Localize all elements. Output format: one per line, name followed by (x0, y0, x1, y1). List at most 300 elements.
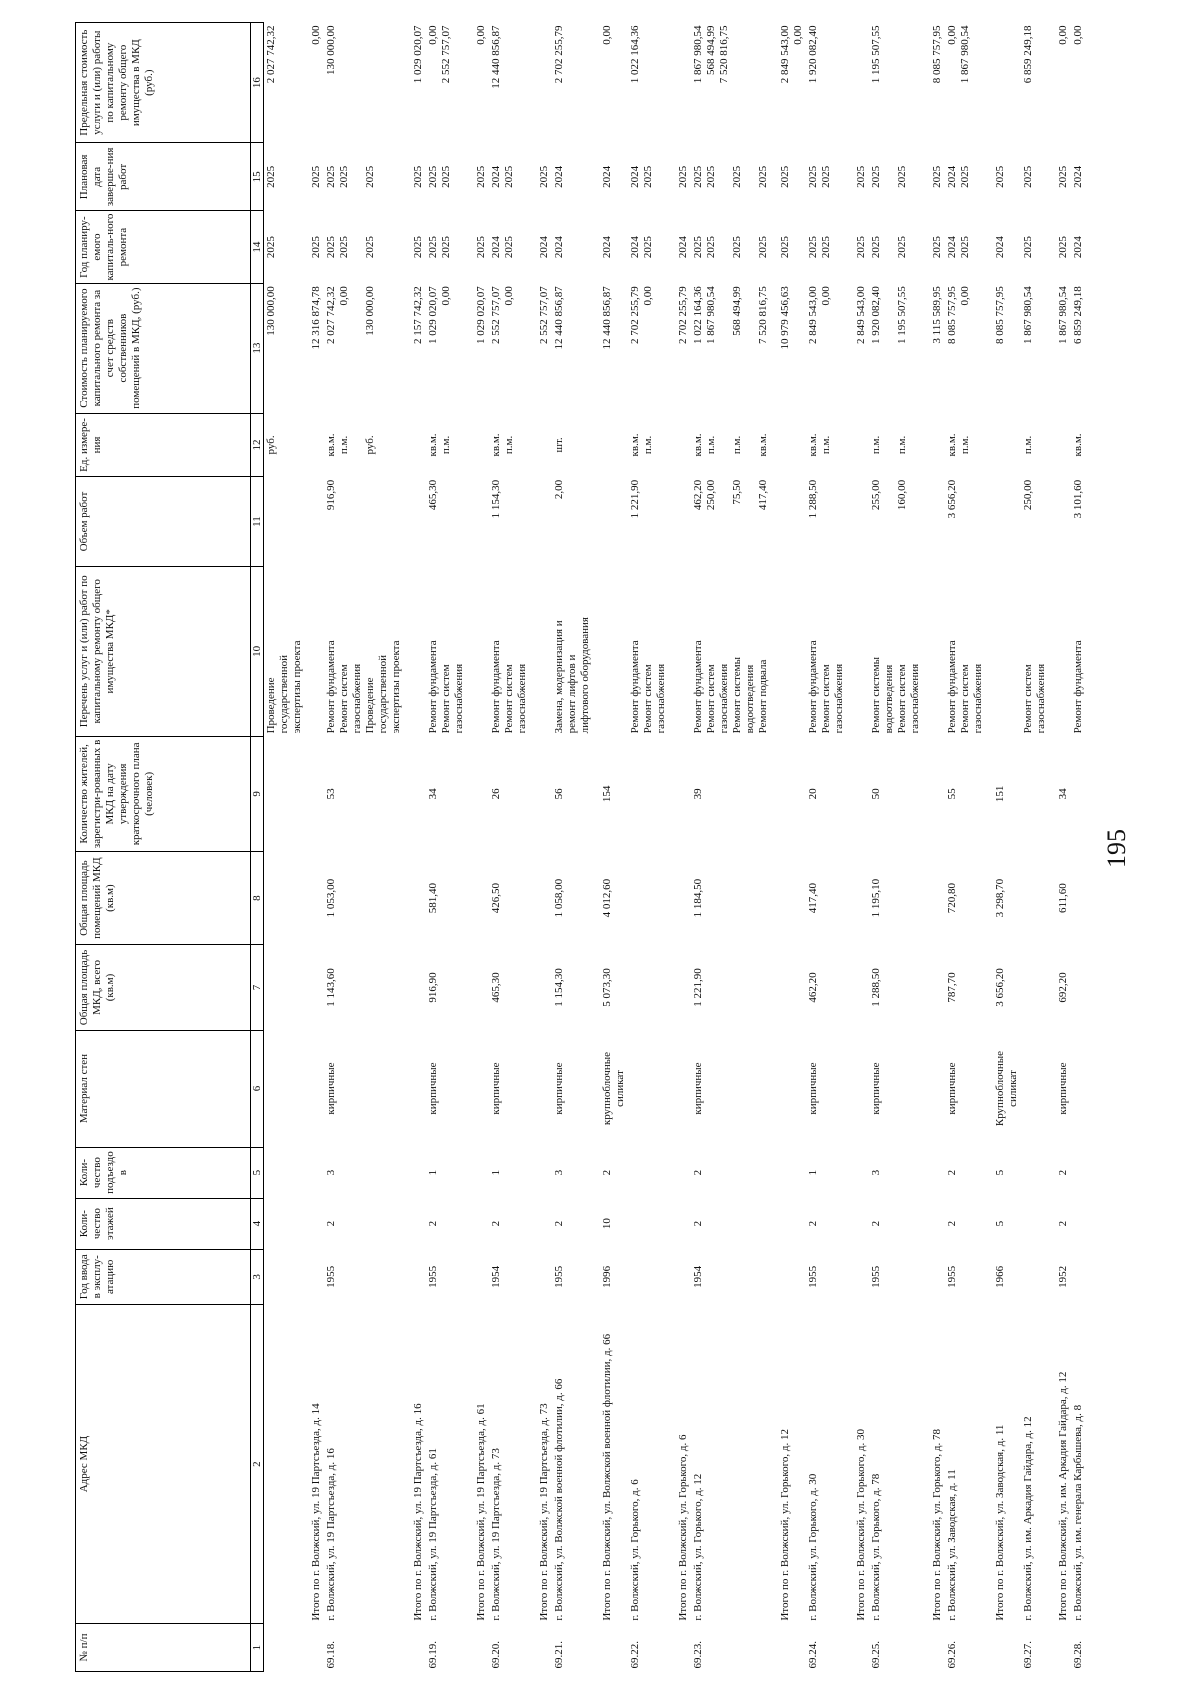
cell-col-4: 10 (601, 1218, 613, 1230)
cell-line: 160,00 (896, 479, 908, 511)
cell-line: 2025 (503, 165, 515, 188)
cell-col-2: Итого по г. Волжский, ул. 19 Партсъезда, д. 61 (475, 1403, 487, 1621)
cell-col-4: 2 (490, 1220, 502, 1227)
cell-col-1: 69.19. (427, 1641, 439, 1669)
cell-line: 250,00 (705, 479, 717, 511)
repair-plan-table-container (75, 22, 1085, 1672)
cell-line: 6 859 249,18 (1072, 286, 1084, 344)
cell-col-11 (264, 477, 306, 566)
cell-col-16 (926, 23, 945, 143)
cell-col-2: г. Волжский, ул. Волжской военной флотилии, д. 66 (553, 1378, 565, 1621)
cell-line: газоснабжения (909, 663, 921, 734)
cell-line: 2025 (896, 236, 908, 259)
cell-col-11 (926, 477, 945, 566)
cell-line (351, 214, 364, 280)
cell-col-4: 2 (807, 1220, 819, 1227)
cell-col-4 (470, 1198, 489, 1249)
total-row (672, 23, 691, 1672)
cell-col-6: кирпичные (427, 1062, 439, 1115)
cell-col-7 (774, 945, 806, 1030)
cell-col-13 (489, 283, 533, 413)
cell-col-7: 1 154,30 (553, 968, 565, 1007)
cell-col-9: 34 (1057, 788, 1069, 800)
cell-col-9: 34 (427, 788, 439, 800)
cell-col-16 (264, 23, 306, 143)
column-number-3: 3 (251, 1249, 264, 1304)
cell-col-5: 1 (490, 1169, 502, 1176)
column-header-1: № п/п (76, 1624, 251, 1672)
cell-col-3: 1955 (807, 1265, 819, 1288)
cell-line: Ремонт системы (870, 656, 882, 734)
cell-col-1 (264, 1624, 306, 1672)
cell-col-4: 2 (692, 1220, 704, 1227)
cell-col-12 (407, 413, 426, 477)
cell-col-1 (1052, 1624, 1071, 1672)
cell-col-3: 1955 (870, 1265, 882, 1288)
cell-line: государственной (278, 655, 290, 734)
cell-col-3: 1952 (1057, 1265, 1069, 1288)
cell-line: 2025 (503, 236, 515, 259)
table-row (1071, 23, 1089, 1672)
cell-line: Ремонт систем (642, 664, 654, 734)
cell-line (351, 416, 364, 474)
cell-line: 8 085 757,95 (931, 25, 943, 84)
cell-col-15 (1021, 143, 1052, 211)
cell-col-5: 3 (325, 1169, 337, 1176)
table-row (691, 23, 774, 1672)
cell-col-16 (324, 23, 407, 143)
cell-col-16 (691, 23, 774, 143)
column-header-12: Ед. измере-ния (76, 413, 251, 477)
cell-col-2: г. Волжский, ул. им. генерала Карбышева, д. 8 (1072, 1404, 1084, 1621)
cell-col-2: г. Волжский, ул. 19 Партсъезда, д. 73 (490, 1448, 502, 1621)
cell-col-9: 26 (490, 788, 502, 800)
cell-line: п.м. (338, 435, 350, 455)
cell-col-15 (628, 143, 672, 211)
cell-col-15 (945, 143, 989, 211)
cell-col-12 (850, 413, 869, 477)
cell-line: 2025 (325, 165, 337, 188)
cell-col-6: крупноблочные силикат (601, 1051, 626, 1126)
cell-line: кв.м. (325, 433, 337, 457)
cell-col-7 (1071, 945, 1089, 1030)
cell-line: ремонт лифтов и (566, 654, 578, 734)
cell-line: кв.м. (946, 433, 958, 457)
cell-col-9: 55 (946, 788, 958, 800)
cell-col-14 (691, 211, 774, 283)
cell-col-4 (774, 1198, 806, 1249)
cell-col-9 (305, 736, 324, 851)
cell-col-14 (324, 211, 407, 283)
cell-col-2: Итого по г. Волжский, ул. 19 Партсъезда, д. 73 (538, 1403, 550, 1621)
cell-line: 2025 (705, 165, 717, 188)
cell-col-10 (926, 566, 945, 736)
cell-col-15 (264, 143, 306, 211)
cell-line: Ремонт систем (705, 664, 717, 734)
cell-line: 2024 (1072, 165, 1084, 188)
cell-line: государственной (377, 655, 389, 734)
cell-line: 2025 (265, 165, 277, 188)
cell-line: 7 520 816,75 (757, 286, 769, 344)
cell-col-13 (264, 283, 306, 413)
cell-line (744, 214, 757, 280)
cell-col-13 (1071, 283, 1089, 413)
cell-line: 2025 (731, 236, 743, 259)
cell-line: п.м. (896, 435, 908, 455)
cell-col-12 (1071, 413, 1089, 477)
column-header-15: Плановая дата заверше-ния работ (76, 143, 251, 211)
cell-col-14 (926, 211, 945, 283)
cell-col-3 (850, 1249, 869, 1304)
cell-line: 2 702 255,79 (629, 286, 641, 344)
column-header-8: Общая площадь помещений МКД (кв.м) (76, 851, 251, 945)
cell-col-16 (1052, 23, 1071, 143)
cell-col-6: кирпичные (325, 1062, 337, 1115)
cell-line: 1 029 020,07 (427, 286, 439, 344)
cell-line: 1 154,30 (490, 479, 502, 519)
cell-col-13 (774, 283, 806, 413)
cell-col-9: 20 (807, 788, 819, 800)
cell-col-14 (1021, 211, 1052, 283)
cell-col-14 (628, 211, 672, 283)
cell-col-7 (926, 945, 945, 1030)
cell-col-1: 69.24. (807, 1641, 819, 1669)
cell-line: 2025 (310, 236, 322, 259)
cell-line: 2025 (931, 165, 943, 188)
cell-line (351, 146, 364, 208)
cell-col-10 (850, 566, 869, 736)
cell-line: 2 027 742,32 (325, 286, 337, 344)
repair-plan-table (75, 22, 1089, 1672)
cell-line: газоснабжения (655, 663, 667, 734)
cell-col-16 (1071, 23, 1089, 143)
cell-col-8 (1021, 851, 1052, 945)
column-header-10: Перечень услуг и (или) работ по капитальному ремонту общего имущества МКД* (76, 566, 251, 736)
total-row (305, 23, 324, 1672)
cell-line: 6 859 249,18 (1022, 25, 1034, 84)
cell-col-5: 1 (807, 1169, 819, 1176)
cell-line: кв.м. (757, 433, 769, 457)
cell-col-9 (774, 736, 806, 851)
cell-col-1 (672, 1624, 691, 1672)
column-header-6: Материал стен (76, 1030, 251, 1147)
cell-line: 2025 (855, 236, 867, 259)
cell-line: 1 867 980,54 (1022, 286, 1034, 344)
total-row (470, 23, 489, 1672)
cell-col-13 (628, 283, 672, 413)
cell-line: 2025 (807, 236, 819, 259)
cell-line: 0,00 (338, 286, 350, 306)
cell-col-12 (1052, 413, 1071, 477)
column-number-1: 1 (251, 1624, 264, 1672)
cell-col-3: 1966 (994, 1265, 1006, 1288)
cell-line: 8 085 757,95 (994, 286, 1006, 344)
cell-line: 0,00 (427, 25, 439, 45)
cell-col-11 (552, 477, 596, 566)
cell-col-2: г. Волжский, ул. Горького, д. 6 (629, 1479, 641, 1621)
cell-line: 2024 (601, 165, 613, 188)
cell-col-4: 2 (870, 1220, 882, 1227)
cell-col-7: 5 073,30 (601, 968, 613, 1007)
cell-col-1: 69.26. (946, 1641, 958, 1669)
cell-line: 2 027 742,32 (265, 25, 277, 84)
cell-col-16 (596, 23, 628, 143)
cell-col-7 (470, 945, 489, 1030)
cell-col-11 (470, 477, 489, 566)
cell-col-13 (305, 283, 324, 413)
cell-line: 2025 (959, 165, 971, 188)
cell-line (744, 286, 757, 410)
cell-line: 2024 (490, 165, 502, 188)
column-number-12: 12 (251, 413, 264, 477)
cell-line: Ремонт систем (820, 664, 832, 734)
cell-col-4 (264, 1198, 306, 1249)
cell-col-6 (533, 1030, 552, 1147)
cell-col-14 (489, 211, 533, 283)
cell-col-4: 2 (946, 1220, 958, 1227)
cell-col-4: 2 (427, 1220, 439, 1227)
cell-col-2: Итого по г. Волжский, ул. Горького, д. 30 (855, 1429, 867, 1621)
cell-col-14 (552, 211, 596, 283)
column-number-7: 7 (251, 945, 264, 1030)
cell-line: 130 000,00 (325, 25, 337, 75)
column-header-13: Стоимость планируемого капитального ремонта за счет средств собственников помещений в МКД, (руб.) (76, 283, 251, 413)
cell-line: Ремонт систем (338, 664, 350, 734)
cell-col-13 (926, 283, 945, 413)
cell-col-8: 4 012,60 (601, 878, 613, 918)
cell-col-6 (264, 1030, 306, 1147)
table-row (552, 23, 596, 1672)
cell-col-2: Итого по г. Волжский, ул. Горького, д. 78 (931, 1429, 943, 1621)
cell-line: 1 867 980,54 (1057, 286, 1069, 344)
cell-col-1: 69.27. (1022, 1641, 1034, 1669)
cell-col-8: 417,40 (807, 883, 819, 914)
cell-line: 1 867 980,54 (705, 286, 717, 344)
cell-col-6: кирпичные (553, 1062, 565, 1115)
cell-line: 1 029 020,07 (475, 286, 487, 344)
cell-col-4: 2 (325, 1220, 337, 1227)
cell-col-1 (850, 1624, 869, 1672)
cell-col-14 (989, 211, 1021, 283)
cell-line: 2025 (855, 165, 867, 188)
cell-line: 2025 (412, 165, 424, 188)
cell-col-13 (407, 283, 426, 413)
cell-line: газоснабжения (1035, 663, 1047, 734)
cell-col-1: 69.25. (870, 1641, 882, 1669)
cell-col-2: г. Волжский, ул. им. Аркадия Гайдара, д. 12 (1022, 1416, 1034, 1621)
cell-col-9 (1021, 736, 1052, 851)
cell-line: Ремонт систем (896, 664, 908, 734)
cell-col-7: 1 221,90 (692, 968, 704, 1007)
cell-col-9 (533, 736, 552, 851)
cell-line: газоснабжения (833, 663, 845, 734)
table-row (628, 23, 672, 1672)
cell-line: 2025 (642, 236, 654, 259)
cell-col-2: г. Волжский, ул. 19 Партсъезда, д. 61 (427, 1448, 439, 1621)
cell-col-13 (989, 283, 1021, 413)
cell-line: 2024 (677, 236, 689, 259)
column-number-9: 9 (251, 736, 264, 851)
cell-col-1 (989, 1624, 1021, 1672)
cell-line: 2025 (538, 165, 550, 188)
total-row (407, 23, 426, 1672)
cell-col-6: кирпичные (692, 1062, 704, 1115)
cell-line: 2024 (553, 165, 565, 188)
cell-line: п.м. (731, 435, 743, 455)
cell-col-13 (596, 283, 628, 413)
cell-line: 12 440 856,87 (490, 25, 502, 89)
cell-line (677, 26, 690, 140)
cell-col-10 (806, 566, 850, 736)
cell-line: Ремонт фундамента (325, 640, 337, 734)
cell-col-16 (672, 23, 691, 143)
cell-line: 1 022 164,36 (692, 286, 704, 344)
table-row (806, 23, 850, 1672)
cell-col-12 (1021, 413, 1052, 477)
cell-col-5 (407, 1147, 426, 1198)
cell-col-9 (264, 736, 306, 851)
cell-line: 1 022 164,36 (629, 25, 641, 84)
table-row (489, 23, 533, 1672)
cell-col-13 (533, 283, 552, 413)
cell-col-10 (628, 566, 672, 736)
cell-col-1: 69.18. (325, 1641, 337, 1669)
cell-col-16 (850, 23, 869, 143)
cell-line: 417,40 (757, 479, 769, 511)
cell-line: 0,00 (503, 286, 515, 306)
cell-line: Замена, модернизация и (553, 620, 565, 734)
cell-col-6 (672, 1030, 691, 1147)
cell-col-6 (470, 1030, 489, 1147)
cell-col-3: 1996 (601, 1265, 613, 1288)
cell-col-15 (926, 143, 945, 211)
cell-col-4: 5 (994, 1220, 1006, 1227)
cell-col-4 (926, 1198, 945, 1249)
cell-line (718, 416, 731, 474)
cell-col-12 (533, 413, 552, 477)
cell-col-9: 154 (601, 785, 613, 803)
column-number-5: 5 (251, 1147, 264, 1198)
cell-col-12 (426, 413, 470, 477)
cell-col-2: г. Волжский, ул. 19 Партсъезда, д. 16 (325, 1448, 337, 1621)
cell-line (538, 26, 551, 140)
cell-col-15 (989, 143, 1021, 211)
cell-col-11 (407, 477, 426, 566)
cell-line: 130 000,00 (364, 286, 376, 336)
cell-line: 2025 (338, 165, 350, 188)
cell-col-12 (774, 413, 806, 477)
cell-line: 8 085 757,95 (946, 286, 958, 344)
cell-line: 2025 (705, 236, 717, 259)
cell-col-16 (533, 23, 552, 143)
cell-col-9: 50 (870, 788, 882, 800)
cell-line: 2 849 543,00 (807, 286, 819, 344)
cell-col-16 (628, 23, 672, 143)
table-row (869, 23, 926, 1672)
cell-col-15 (407, 143, 426, 211)
cell-col-11 (1052, 477, 1071, 566)
cell-col-13 (470, 283, 489, 413)
cell-col-5: 2 (946, 1169, 958, 1176)
column-header-4: Коли-чество этажей (76, 1198, 251, 1249)
cell-col-3 (926, 1249, 945, 1304)
cell-col-8: 581,40 (427, 883, 439, 914)
cell-line: 255,00 (870, 479, 882, 511)
cell-col-11 (628, 477, 672, 566)
cell-line: 0,00 (820, 286, 832, 306)
column-number-4: 4 (251, 1198, 264, 1249)
cell-line: 2 849 543,00 (779, 25, 791, 84)
cell-col-12 (489, 413, 533, 477)
column-number-16: 16 (251, 23, 264, 143)
cell-line: 2025 (310, 165, 322, 188)
cell-col-5: 2 (601, 1169, 613, 1176)
cell-col-16 (470, 23, 489, 143)
cell-col-12 (691, 413, 774, 477)
cell-col-14 (533, 211, 552, 283)
column-number-10: 10 (251, 566, 264, 736)
cell-col-2: Итого по г. Волжский, ул. 19 Партсъезда, д. 14 (310, 1403, 322, 1621)
total-row (989, 23, 1021, 1672)
cell-col-6: кирпичные (946, 1062, 958, 1115)
cell-col-15 (869, 143, 926, 211)
column-header-2: Адрес МКД (76, 1304, 251, 1623)
total-row (850, 23, 869, 1672)
cell-line: газоснабжения (972, 663, 984, 734)
cell-col-3 (470, 1249, 489, 1304)
cell-col-15 (806, 143, 850, 211)
cell-line: Ремонт фундамента (427, 640, 439, 734)
cell-col-13 (426, 283, 470, 413)
cell-line: 3 656,20 (946, 479, 958, 519)
cell-line: 2025 (731, 165, 743, 188)
cell-line: Ремонт систем (503, 664, 515, 734)
cell-line: кв.м. (629, 433, 641, 457)
cell-line: 2025 (440, 165, 452, 188)
cell-line (883, 214, 896, 280)
cell-col-16 (774, 23, 806, 143)
cell-line: п.м. (870, 435, 882, 455)
cell-line: Ремонт фундамента (807, 640, 819, 734)
cell-col-10 (1071, 566, 1089, 736)
cell-line: п.м. (440, 435, 452, 455)
cell-line: п.м. (1022, 435, 1034, 455)
cell-line: 2025 (931, 236, 943, 259)
cell-col-5: 3 (553, 1169, 565, 1176)
cell-col-3: 1954 (692, 1265, 704, 1288)
cell-col-1 (305, 1624, 324, 1672)
cell-col-11 (596, 477, 628, 566)
cell-col-7: 1 288,50 (870, 968, 882, 1007)
cell-col-4 (1071, 1198, 1089, 1249)
cell-col-5: 2 (1057, 1169, 1069, 1176)
cell-col-10 (774, 566, 806, 736)
cell-line: 2025 (807, 165, 819, 188)
cell-col-10 (324, 566, 407, 736)
cell-line: 2 157 742,32 (412, 286, 424, 344)
cell-line: 2025 (440, 236, 452, 259)
cell-line: 0,00 (792, 25, 804, 45)
column-number-14: 14 (251, 211, 264, 283)
cell-line: шт. (553, 437, 565, 453)
cell-col-2: Итого по г. Волжский, ул. Волжской военной флотилии, д. 66 (601, 1333, 613, 1621)
cell-line: 2025 (642, 165, 654, 188)
cell-col-11 (869, 477, 926, 566)
cell-col-7 (533, 945, 552, 1030)
cell-col-14 (596, 211, 628, 283)
cell-col-3: 1955 (946, 1265, 958, 1288)
column-number-15: 15 (251, 143, 264, 211)
